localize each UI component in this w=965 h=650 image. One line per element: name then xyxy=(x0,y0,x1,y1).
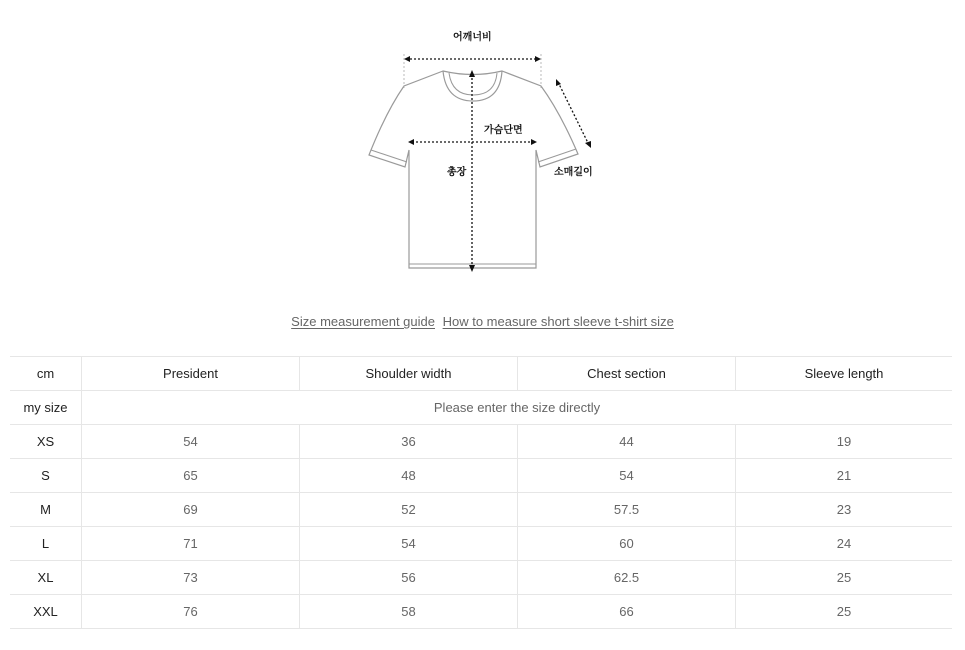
value-cell: 23 xyxy=(736,493,953,527)
value-cell: 19 xyxy=(736,425,953,459)
value-cell: 73 xyxy=(82,561,300,595)
value-cell: 44 xyxy=(518,425,736,459)
size-label: S xyxy=(10,459,82,493)
how-to-measure-link[interactable]: How to measure short sleeve t-shirt size xyxy=(442,314,674,329)
table-row xyxy=(10,425,952,459)
value-cell: 65 xyxy=(82,459,300,493)
header-shoulder-width: Shoulder width xyxy=(300,357,518,391)
my-size-label: my size xyxy=(10,391,82,425)
chest-section-label: 가슴단면 xyxy=(484,125,523,136)
header-president: President xyxy=(82,357,300,391)
value-cell: 69 xyxy=(82,493,300,527)
table-header-row xyxy=(10,357,952,391)
value-cell: 54 xyxy=(300,527,518,561)
value-cell: 76 xyxy=(82,595,300,629)
header-chest-section: Chest section xyxy=(518,357,736,391)
header-unit: cm xyxy=(10,357,82,391)
sleeve-length-label: 소매길이 xyxy=(554,167,593,178)
my-size-input-prompt[interactable]: Please enter the size directly xyxy=(82,391,953,425)
table-row xyxy=(10,459,952,493)
value-cell: 57.5 xyxy=(518,493,736,527)
value-cell: 62.5 xyxy=(518,561,736,595)
value-cell: 66 xyxy=(518,595,736,629)
table-row xyxy=(10,527,952,561)
total-length-label: 총장 xyxy=(447,167,467,178)
size-measurement-guide-link[interactable]: Size measurement guide xyxy=(291,314,435,329)
value-cell: 58 xyxy=(300,595,518,629)
value-cell: 25 xyxy=(736,595,953,629)
tshirt-diagram xyxy=(0,0,965,290)
value-cell: 36 xyxy=(300,425,518,459)
table-row xyxy=(10,595,952,629)
value-cell: 25 xyxy=(736,561,953,595)
size-label: L xyxy=(10,527,82,561)
my-size-row xyxy=(10,391,952,425)
guide-links xyxy=(0,314,965,329)
value-cell: 52 xyxy=(300,493,518,527)
value-cell: 24 xyxy=(736,527,953,561)
value-cell: 54 xyxy=(518,459,736,493)
size-table xyxy=(10,356,952,629)
size-label: XS xyxy=(10,425,82,459)
value-cell: 60 xyxy=(518,527,736,561)
value-cell: 54 xyxy=(82,425,300,459)
value-cell: 56 xyxy=(300,561,518,595)
size-label: XXL xyxy=(10,595,82,629)
shoulder-width-label: 어깨너비 xyxy=(453,32,492,43)
header-sleeve-length: Sleeve length xyxy=(736,357,953,391)
value-cell: 21 xyxy=(736,459,953,493)
value-cell: 71 xyxy=(82,527,300,561)
table-row xyxy=(10,493,952,527)
size-label: XL xyxy=(10,561,82,595)
value-cell: 48 xyxy=(300,459,518,493)
table-row xyxy=(10,561,952,595)
size-label: M xyxy=(10,493,82,527)
